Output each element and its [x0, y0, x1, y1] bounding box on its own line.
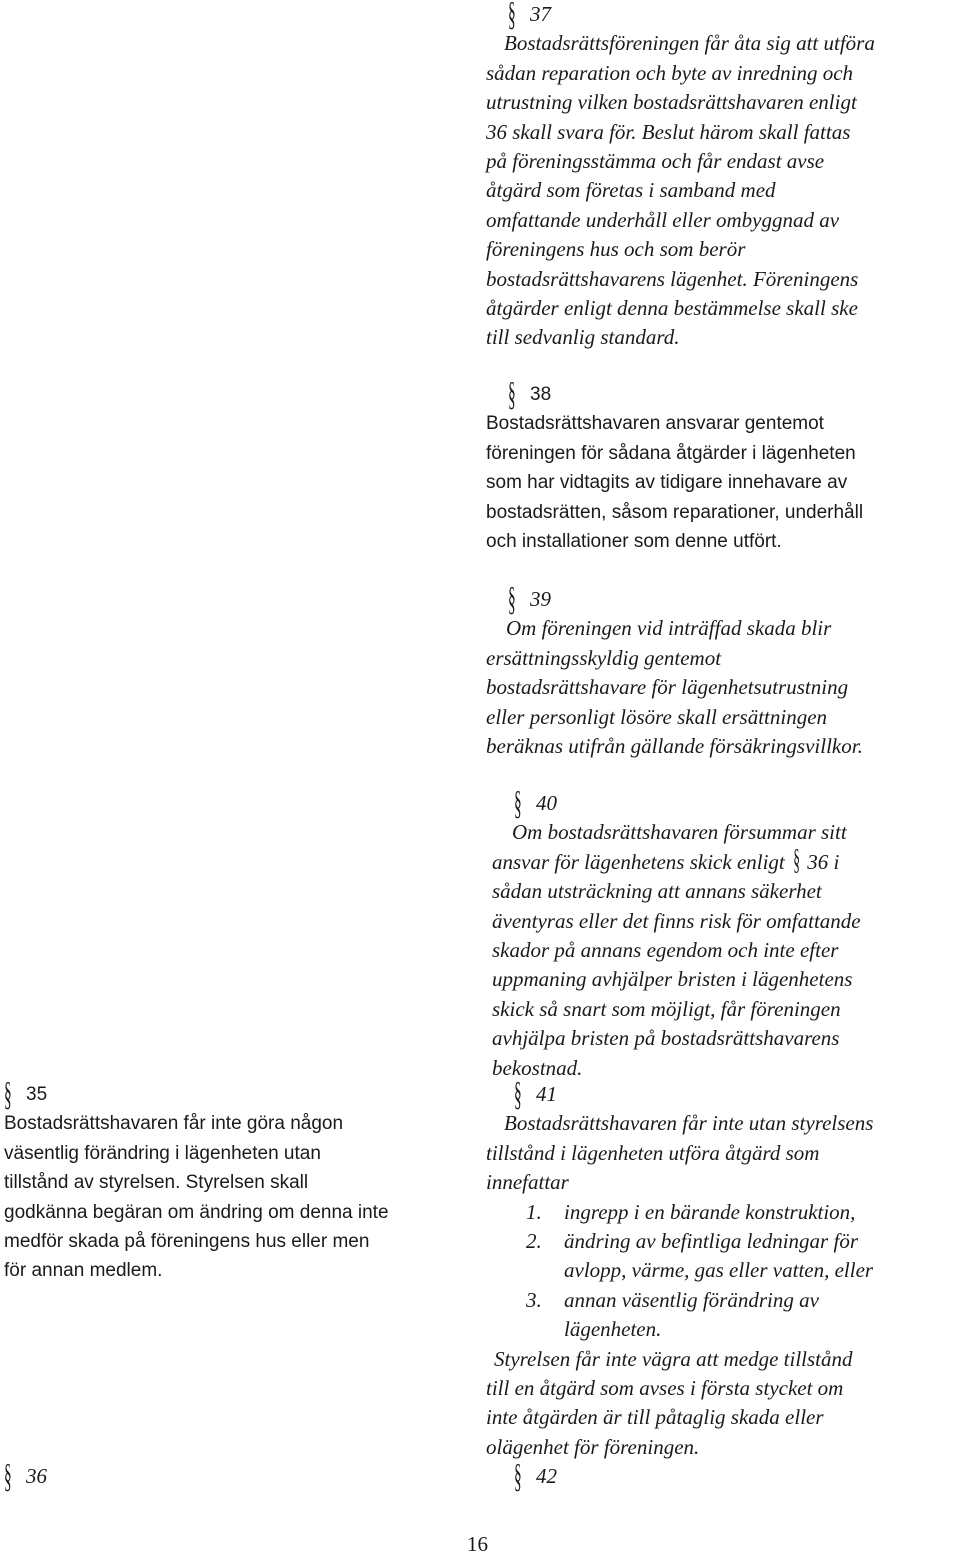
section-sign-icon: §	[508, 0, 516, 33]
section-41-intro-line: Bostadsrättshavaren får inte utan styrelsens	[504, 1111, 874, 1136]
section-40-line: uppmaning avhjälper bristen i lägenhetens	[492, 967, 853, 992]
section-sign-icon: §	[4, 1076, 12, 1113]
section-40-line: avhjälpa bristen på bostadsrättshavarens	[492, 1026, 840, 1051]
section-38-number: 38	[530, 384, 552, 405]
section-37-line: sådan reparation och byte av inredning och	[486, 60, 854, 85]
section-42-number: 42	[536, 1464, 557, 1488]
section-41-outro-line: olägenhet för föreningen.	[486, 1434, 700, 1459]
section-40-line-with-ref	[492, 842, 861, 877]
section-37-line: 36 skall svara för. Beslut härom skall fattas	[486, 119, 851, 144]
section-sign-icon: §	[508, 376, 516, 413]
list-item	[486, 1227, 873, 1256]
section-40-line-part: 36 i	[807, 849, 840, 874]
section-37-line: på föreningsstämma och får endast avse	[486, 148, 825, 173]
section-38-line: bostadsrätten, såsom reparationer, underhåll	[486, 501, 864, 523]
section-37-heading	[508, 0, 897, 33]
section-sign-icon: §	[793, 842, 801, 876]
section-38-line: föreningen för sådana åtgärder i lägenheten	[486, 442, 856, 464]
list-item-number: 1.	[526, 1199, 542, 1224]
list-item-text: lägenheten.	[564, 1317, 662, 1342]
list-item-text: ändring av befintliga ledningar för	[564, 1228, 858, 1253]
section-40-line-part: ansvar för lägenhetens skick enligt	[492, 849, 785, 874]
section-40-line: skador på annans egendom och inte efter	[492, 937, 839, 962]
section-40-line: sådan utsträckning att annans säkerhet	[492, 879, 822, 904]
section-35-heading	[4, 1076, 389, 1113]
section-41-outro-line: Styrelsen får inte vägra att medge tillstånd	[494, 1346, 853, 1371]
section-41-heading	[514, 1076, 901, 1113]
section-41-outro-line: till en åtgärd som avses i första stycket om	[486, 1375, 844, 1400]
section-39-line: beräknas utifrån gällande försäkringsvillkor.	[486, 733, 863, 758]
list-item-number: 3.	[526, 1287, 542, 1312]
section-37-line: till sedvanlig standard.	[486, 325, 680, 350]
list-item-text: annan väsentlig förändring av	[564, 1287, 819, 1312]
section-sign-icon: §	[514, 785, 522, 822]
section-41-intro-line: tillstånd i lägenheten utföra åtgärd som	[486, 1140, 820, 1165]
section-39-line: eller personligt lösöre skall ersättningen	[486, 704, 828, 729]
section-37-line: åtgärder enligt denna bestämmelse skall ske	[486, 295, 858, 320]
section-39-line: Om föreningen vid inträffad skada blir	[506, 616, 832, 641]
section-35-line: tillstånd av styrelsen. Styrelsen skall	[4, 1172, 309, 1194]
section-35-line: Bostadsrättshavaren får inte göra någon	[4, 1113, 344, 1135]
section-35-line: för annan medlem.	[4, 1260, 163, 1282]
section-41-number: 41	[536, 1082, 557, 1106]
list-item-continuation	[486, 1256, 873, 1285]
list-item-text: avlopp, värme, gas eller vatten, eller	[564, 1258, 874, 1283]
section-40-line: skick så snart som möjligt, får föreningen	[492, 996, 841, 1021]
section-39	[486, 581, 863, 761]
section-35-line: medför skada på föreningens hus eller men	[4, 1230, 370, 1252]
section-40-line: bekostnad.	[492, 1055, 583, 1080]
section-39-heading	[508, 581, 885, 618]
section-37-line: åtgärd som företas i samband med	[486, 178, 776, 203]
section-41-outro-line: inte åtgärden är till påtaglig skada eller	[486, 1405, 824, 1430]
section-37-line: utrustning vilken bostadsrättshavaren enligt	[486, 90, 857, 115]
section-41-intro-line: innefattar	[486, 1170, 569, 1195]
section-40-number: 40	[536, 791, 557, 815]
section-39-line: bostadsrättshavare för lägenhetsutrustning	[486, 675, 849, 700]
section-37-line: omfattande underhåll eller ombyggnad av	[486, 207, 840, 232]
section-39-line: ersättningsskyldig gentemot	[486, 645, 722, 670]
list-item-text: ingrepp i en bärande konstruktion,	[564, 1199, 856, 1224]
section-40-heading	[514, 785, 883, 822]
section-40	[492, 785, 861, 1083]
section-41	[486, 1076, 874, 1462]
section-38-heading	[508, 376, 885, 413]
section-38-line: Bostadsrättshavaren ansvarar gentemot	[486, 413, 824, 435]
page-number: 16	[467, 1532, 488, 1556]
section-37-line: föreningens hus och som berör	[486, 237, 746, 262]
section-37-line: bostadsrättshavarens lägenhet. Föreningens	[486, 266, 859, 291]
section-40-line: äventyras eller det finns risk för omfattande	[492, 908, 861, 933]
list-item-number: 2.	[526, 1228, 542, 1253]
section-39-number: 39	[530, 587, 551, 611]
section-35-line: godkänna begäran om ändring om denna inte	[4, 1201, 389, 1223]
section-38	[486, 376, 864, 556]
section-37-number: 37	[530, 2, 551, 26]
section-40-line: Om bostadsrättshavaren försummar sitt	[512, 820, 847, 845]
section-37-line: Bostadsrättsföreningen får åta sig att utföra	[504, 31, 875, 56]
section-35	[4, 1076, 389, 1286]
section-38-line: och installationer som denne utfört.	[486, 530, 782, 552]
section-38-line: som har vidtagits av tidigare innehavare av	[486, 472, 848, 494]
section-sign-icon: §	[508, 581, 516, 618]
section-36-number: 36	[26, 1464, 47, 1488]
section-35-number: 35	[26, 1084, 48, 1105]
list-item	[486, 1198, 873, 1227]
section-sign-icon: §	[4, 1458, 12, 1495]
section-sign-icon: §	[514, 1076, 522, 1113]
list-item	[486, 1286, 873, 1315]
section-sign-icon: §	[514, 1458, 522, 1495]
section-37	[486, 0, 875, 353]
list-item-continuation	[486, 1315, 873, 1344]
section-35-line: väsentlig förändring i lägenheten utan	[4, 1142, 321, 1164]
